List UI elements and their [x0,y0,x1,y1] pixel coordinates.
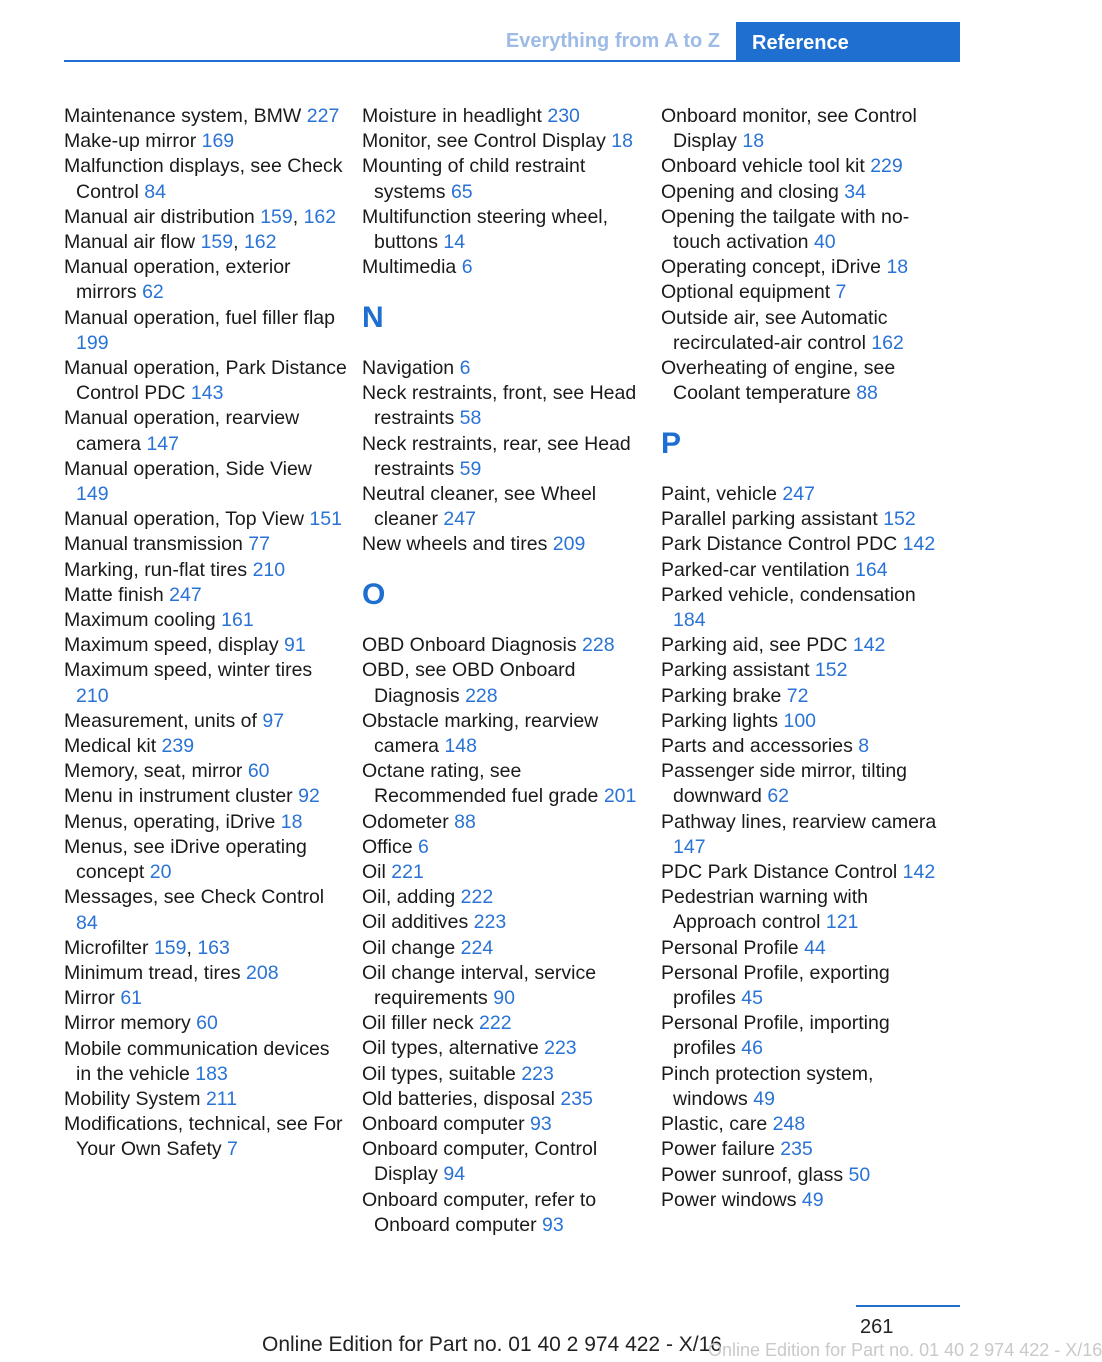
page-reference-link[interactable]: 228 [465,684,498,707]
index-entry-term: Oil filler neck [362,1012,474,1035]
index-entry: Microfilter 159, 163 [64,936,230,959]
page-reference-link[interactable]: 62 [142,281,164,304]
index-entry [64,154,349,204]
page-reference-link[interactable]: 169 [201,130,235,153]
index-entry-term: Old batteries, disposal [362,1087,555,1110]
index-entry [362,356,647,381]
index-entry [661,734,946,759]
index-entry [362,1112,647,1137]
page-reference-link[interactable]: 152 [883,508,916,531]
index-entry-term: Manual air distribution [64,205,255,228]
index-entry [362,860,647,885]
index-letter-heading: P [661,427,682,461]
page-reference-link[interactable]: 60 [196,1012,218,1035]
index-entry [362,633,647,658]
index-entry-term: New wheels and tires [362,533,548,556]
page-reference-link[interactable]: 61 [120,987,143,1010]
index-entry-term: Plastic, care [661,1113,768,1136]
index-entry-term: Memory, seat, mirror [64,760,243,783]
index-entry [661,1188,946,1213]
page-reference-link[interactable]: 210 [252,558,286,581]
page-reference-link[interactable]: 93 [542,1213,564,1236]
page-reference-link[interactable]: 49 [753,1087,775,1110]
index-entry-term: Oil change [362,936,456,959]
index-entry [64,1087,349,1112]
page-reference-link[interactable]: 162 [871,331,904,354]
index-entry-term: Opening and closing [661,180,839,203]
index-entry [362,910,647,935]
page-reference-link[interactable]: 162 [303,205,337,228]
page-reference-link[interactable]: 14 [443,231,466,254]
index-entry-term: Power sunroof, glass [661,1163,844,1186]
index-entry [362,1087,647,1112]
index-entry [661,1011,946,1061]
page-reference-link[interactable]: 97 [262,709,285,732]
index-entry-term: Manual operation, Side View [64,457,312,480]
index-entry [64,356,349,406]
page-reference-link[interactable]: 58 [459,407,482,430]
footer-rule [856,1305,960,1307]
index-entry [362,1011,647,1036]
page-reference-link[interactable]: 239 [161,735,195,758]
index-entry [64,104,349,129]
page-reference-link[interactable]: 248 [772,1113,806,1136]
page-reference-link[interactable]: 8 [858,735,870,758]
page-reference-link[interactable]: 72 [786,684,809,707]
index-entry-term: Microfilter [64,936,149,959]
page-reference-link[interactable]: 230 [547,105,580,127]
index-entry-term: Manual operation, exterior mirrors [64,256,291,304]
index-entry [362,129,647,154]
index-entry [661,583,946,633]
index-entry-term: Operating concept, iDrive [661,256,882,279]
index-entry-term: Paint, vehicle [661,483,777,506]
page-reference-link[interactable]: 142 [902,861,936,884]
page-reference-link[interactable]: 159 [200,231,234,254]
index-entry [64,658,349,708]
page-reference-link[interactable]: 65 [450,180,473,203]
page-reference-link[interactable]: 50 [848,1163,871,1186]
page-reference-link[interactable]: 164 [855,558,888,581]
index-entry-term: Power windows [661,1188,797,1211]
index-entry [64,885,349,935]
index-entry [661,860,946,885]
page-reference-link[interactable]: 211 [205,1087,238,1110]
page-reference-link[interactable]: 161 [221,609,254,632]
index-entry [64,734,349,759]
page-reference-link[interactable]: 235 [560,1087,593,1110]
index-entry-term: Oil change interval, service requirements [362,961,597,1010]
page-reference-link[interactable]: 208 [246,961,279,984]
index-entry-term: Parking assistant [661,659,810,682]
page-reference-link[interactable]: 151 [309,508,342,531]
page-reference-link[interactable]: 18 [886,256,909,279]
index-column-3 [661,104,946,1213]
index-entry-term: Oil [362,861,386,884]
index-entry: Manual air distribution 159, 162 [64,205,337,228]
index-entry-term: Pathway lines, rearview camera [661,810,937,833]
page-reference-link[interactable]: 235 [780,1138,813,1161]
index-entry-term: Mirror [64,987,115,1010]
index-entry-term: Maximum speed, winter tires [64,659,313,682]
page-reference-link[interactable]: 224 [460,936,494,959]
page-reference-link[interactable]: 20 [149,861,172,884]
page-reference-link[interactable]: 222 [479,1012,512,1035]
index-entry [64,1011,349,1036]
page-reference-link[interactable]: 59 [459,457,482,480]
index-entry [661,104,946,154]
index-entry-term: Office [362,835,413,858]
page-reference-link[interactable]: 149 [76,483,109,506]
index-entry-term: Multimedia [362,256,457,279]
page-reference-link[interactable]: 84 [144,180,166,203]
index-entry-term: Moisture in headlight [362,105,542,127]
index-entry-term: Matte finish [64,583,164,606]
page-number: 261 [860,1316,894,1338]
page-reference-link[interactable]: 88 [454,810,476,833]
index-entry [64,1037,349,1087]
page-reference-link[interactable]: 121 [825,911,859,934]
page-reference-link[interactable]: 210 [76,684,109,707]
page-reference-link[interactable]: 94 [443,1163,466,1186]
index-entry [64,457,349,507]
section-tab: Reference [736,22,960,62]
index-entry [661,180,946,205]
index-entry [661,482,946,507]
index-entry [362,658,647,708]
index-entry-term: Passenger side mirror, tilting downward [661,760,908,808]
index-entry-term: Neutral cleaner, see Wheel cleaner [362,483,597,531]
index-entry-term: Personal Profile [661,936,799,959]
index-entry [661,885,946,935]
index-entry-term: Opening the tailgate with no-touch activation [661,205,910,254]
index-entry [661,633,946,658]
index-entry-term: Personal Profile, importing profiles [661,1012,890,1060]
index-entry-term: Parts and accessories [661,735,853,758]
page-reference-link[interactable]: 147 [673,835,706,858]
index-entry-term: Marking, run-flat tires [64,558,248,581]
index-entry [661,684,946,709]
index-letter-heading: N [362,301,384,335]
index-entry-term: Menus, see iDrive operating concept [64,835,307,884]
index-entry [362,432,647,482]
index-entry-term: Manual air flow [64,231,196,254]
index-entry-term: Minimum tread, tires [64,961,241,984]
index-entry [64,255,349,305]
page-reference-link[interactable]: 221 [391,861,424,884]
index-entry-term: Modifications, technical, see For Your Own Safety [64,1113,343,1161]
watermark: Online Edition for Part no. 01 40 2 974 422 - X/16 [708,1340,1102,1360]
page-reference-link[interactable]: 201 [603,785,637,808]
index-entry-term: Manual operation, fuel filler flap [64,306,335,329]
index-entry [362,885,647,910]
index-entry [64,583,349,608]
index-entry-term: Messages, see Check Control [64,886,325,909]
page-reference-link[interactable]: 222 [460,886,494,909]
index-entry-term: Outside air, see Automatic recirculated-air control [661,306,888,354]
page-reference-link[interactable]: 229 [870,155,903,178]
index-entry-term: Mobility System [64,1087,201,1110]
page-reference-link[interactable]: 100 [783,709,817,732]
index-entry-term: Personal Profile, exporting profiles [661,961,890,1010]
index-entry [661,1112,946,1137]
index-entry-term: Oil types, alternative [362,1037,539,1060]
index-entry [64,608,349,633]
index-entry [661,306,946,356]
page-reference-link[interactable]: 92 [298,785,320,808]
page-reference-link[interactable]: 6 [418,835,429,858]
index-entry-term: Make-up mirror [64,130,197,153]
index-entry [661,936,946,961]
page-reference-link[interactable]: 7 [835,281,847,304]
index-entry [661,810,946,860]
index-entry [64,507,349,532]
index-entry-term: Odometer [362,810,449,833]
page-reference-link[interactable]: 91 [284,634,306,657]
index-entry [661,1062,946,1112]
index-entry [64,709,349,734]
index-entry-term: Mirror memory [64,1012,191,1035]
index-entry [362,759,647,809]
index-entry [362,205,647,255]
page-reference-link[interactable]: 18 [611,130,633,153]
page-reference-link[interactable]: 147 [146,432,179,455]
index-entry [661,558,946,583]
index-entry-term: Optional equipment [661,281,831,304]
index-entry-term: Overheating of engine, see Coolant temperature [661,357,896,405]
index-entry [362,1036,647,1061]
index-entry-term: Navigation [362,357,455,379]
page-reference-link[interactable]: 60 [247,760,270,783]
index-entry [661,709,946,734]
index-entry-term: Maintenance system, BMW [64,105,302,127]
page-reference-link[interactable]: 34 [844,180,866,203]
page-reference-link[interactable]: 7 [227,1138,238,1161]
index-entry [362,1188,647,1238]
index-entry-term: Onboard monitor, see Control Display [661,105,917,153]
page-reference-link[interactable]: 77 [248,533,270,556]
page-reference-link[interactable]: 142 [852,634,886,657]
page-reference-link[interactable]: 223 [521,1062,554,1085]
page-reference-link[interactable]: 209 [552,533,586,556]
index-entry-term: Monitor, see Control Display [362,130,606,153]
page-reference-link[interactable]: 88 [856,382,878,405]
page-reference-link[interactable]: 183 [195,1062,228,1085]
index-entry-term: Malfunction displays, see Check Control [64,155,343,203]
index-entry-term: Neck restraints, rear, see Head restraints [362,432,631,480]
index-entry [362,154,647,204]
page-reference-link[interactable]: 18 [742,130,765,153]
page-reference-link[interactable]: 228 [582,634,615,657]
page-reference-link[interactable]: 247 [443,508,476,531]
index-entry [64,306,349,356]
index-entry-term: Parallel parking assistant [661,508,878,531]
index-entry-term: Onboard computer [362,1113,525,1136]
page-reference-link[interactable]: 40 [813,231,836,254]
index-entry-term: Pinch protection system, windows [661,1062,874,1110]
index-entry [661,507,946,532]
index-entry [362,104,647,129]
index-entry [362,255,647,280]
index-entry [362,1062,647,1087]
index-entry-term: Manual transmission [64,533,243,556]
index-entry [362,381,647,431]
index-entry-term: Manual operation, Top View [64,508,304,531]
page-reference-link[interactable]: 152 [814,659,848,682]
index-entry-term: OBD, see OBD Onboard Diagnosis [362,659,576,707]
index-entry [661,356,946,406]
page-reference-link[interactable]: 223 [473,911,507,934]
index-entry [362,709,647,759]
page-reference-link[interactable]: 159 [153,936,187,959]
index-entry [362,835,647,860]
index-entry-term: OBD Onboard Diagnosis [362,634,577,657]
index-entry [661,1137,946,1162]
index-entry [64,961,349,986]
index-entry-term: Multifunction steering wheel, buttons [362,205,609,254]
index-entry-term: Oil types, suitable [362,1062,516,1085]
index-entry [661,658,946,683]
page-reference-link[interactable]: 93 [530,1113,552,1136]
page-reference-link[interactable]: 62 [767,785,790,808]
edition-footer: Online Edition for Part no. 01 40 2 974 422 - X/16 [262,1333,722,1356]
index-letter-heading: O [362,578,386,612]
index-entry-term: Oil additives [362,911,469,934]
index-entry-term: Mobile communication devices in the vehicle [64,1037,330,1085]
index-entry-term: Maximum cooling [64,609,216,632]
page-reference-link[interactable]: 163 [197,936,230,959]
index-entry-term: Onboard computer, Control Display [362,1138,598,1186]
index-entry-term: Parking brake [661,684,782,707]
page-reference-link[interactable]: 159 [260,205,293,228]
index-entry-term: Onboard computer, refer to Onboard computer [362,1188,597,1236]
page-reference-link[interactable]: 6 [459,357,471,379]
index-entry-term: Obstacle marking, rearview camera [362,709,599,758]
index-entry-term: Onboard vehicle tool kit [661,155,865,178]
index-entry [362,936,647,961]
index-entry-term: Mounting of child restraint systems [362,155,586,203]
index-entry [64,406,349,456]
index-entry [64,558,349,583]
page-reference-link[interactable]: 49 [801,1188,824,1211]
index-entry [362,810,647,835]
index-entry-term: Parked vehicle, condensation [661,583,916,606]
index-entry [64,986,349,1011]
index-entry-term: Oil, adding [362,886,456,909]
index-entry-term: Park Distance Control PDC [661,533,898,556]
page-reference-link[interactable]: 6 [461,256,473,279]
index-entry-term: Octane rating, see Recommended fuel grade [362,760,599,808]
page-reference-link[interactable]: 143 [190,382,224,405]
page-reference-link[interactable]: 223 [544,1037,577,1060]
index-entry [661,759,946,809]
index-entry-term: Pedestrian warning with Approach control [661,886,869,934]
index-entry-term: Menus, operating, iDrive [64,810,276,833]
index-entry [64,1112,349,1162]
page-reference-link[interactable]: 184 [673,609,706,632]
page-reference-link[interactable]: 247 [782,483,815,506]
index-entry-term: Parked-car ventilation [661,558,850,581]
page-reference-link[interactable]: 199 [76,331,109,354]
index-entry-term: Maximum speed, display [64,634,279,657]
index-entry [64,835,349,885]
index-entry-term: Manual operation, rearview camera [64,407,300,455]
page-reference-link[interactable]: 227 [306,105,340,127]
index-column-1 [64,104,349,1163]
page-reference-link[interactable]: 44 [804,936,826,959]
index-entry-term: Medical kit [64,735,157,758]
index-entry-term: Parking aid, see PDC [661,634,848,657]
index-entry [661,280,946,305]
page-reference-link[interactable]: 90 [493,987,515,1010]
index-entry [64,633,349,658]
section-title: Everything from A to Z [505,30,720,52]
page-header [0,0,960,62]
index-entry-term: Parking lights [661,709,779,732]
index-entry-term: Power failure [661,1138,775,1161]
index-entry [64,129,349,154]
index-entry-term: Manual operation, Park Distance Control PDC [64,357,347,405]
index-entry: Manual air flow 159, 162 [64,231,277,254]
index-entry [64,532,349,557]
index-entry [362,532,647,557]
page-reference-link[interactable]: 84 [76,911,98,934]
index-entry [661,1163,946,1188]
index-entry-term: Menu in instrument cluster [64,785,293,808]
page-reference-link[interactable]: 148 [444,735,477,758]
page-reference-link[interactable]: 142 [902,533,936,556]
page-reference-link[interactable]: 45 [741,987,763,1010]
index-entry [661,961,946,1011]
index-column-2 [362,104,647,1238]
index-entry-term: PDC Park Distance Control [661,861,898,884]
index-entry [64,784,349,809]
index-entry [661,205,946,255]
index-entry [362,1137,647,1187]
page-reference-link[interactable]: 162 [243,231,277,254]
page-reference-link[interactable]: 46 [741,1037,763,1060]
index-entry [661,154,946,179]
page-reference-link[interactable]: 247 [169,583,202,606]
index-entry [661,532,946,557]
index-entry [362,961,647,1011]
index-entry-term: Measurement, units of [64,709,257,732]
index-entry [64,810,349,835]
index-entry [64,759,349,784]
index-entry [661,255,946,280]
page-reference-link[interactable]: 18 [280,810,303,833]
index-entry [362,482,647,532]
index-entry-term: Neck restraints, front, see Head restraints [362,382,637,430]
header-rule [64,60,960,62]
